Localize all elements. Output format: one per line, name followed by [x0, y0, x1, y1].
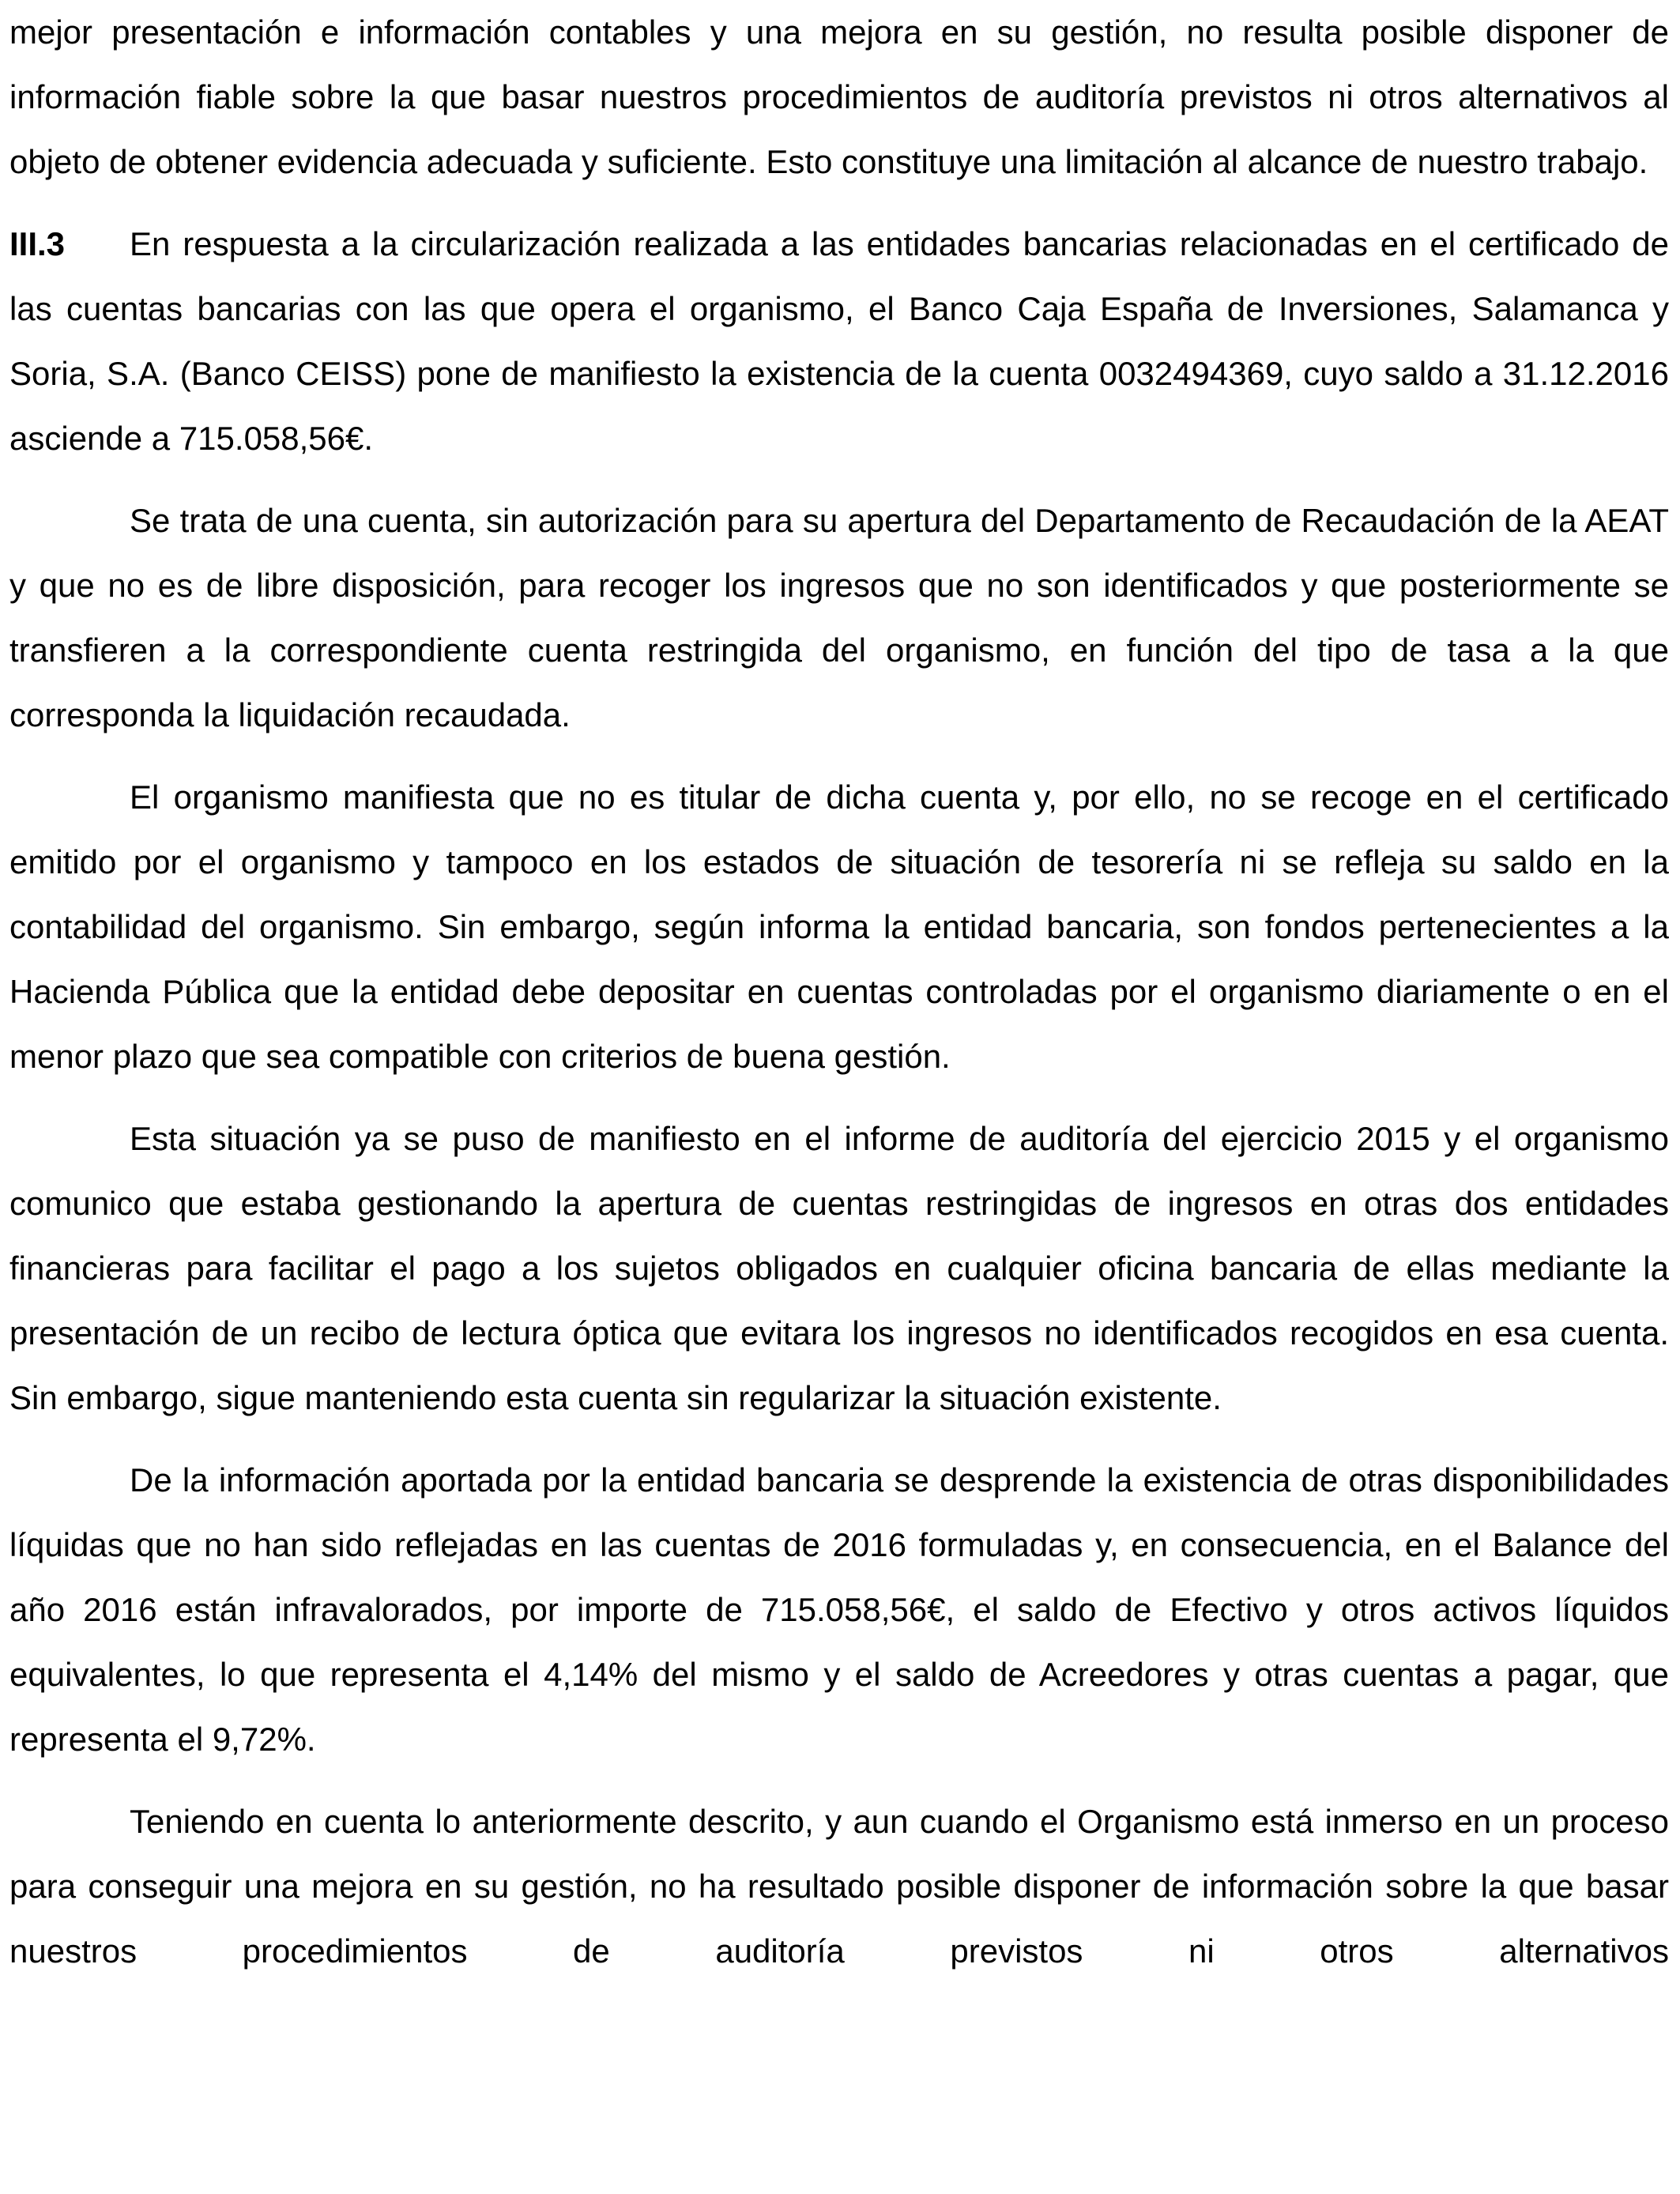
- paragraph-undervaluation: De la información aportada por la entidad bancaria se desprende la existencia de otras disponibilidades líquidas que no han sido reflejadas en las cuentas de 2016 formuladas y, en consecuencia, en el Balance del año 2016 están infravalorados, por importe de 715.058,56€, el saldo de Efectivo y otros activos líquidos equivalentes, lo que representa el 4,14% del mismo y el saldo de Acreedores y otras cuentas a pagar, que representa el 9,72%.: [9, 1461, 1669, 1758]
- paragraph-section-iii-3: [9, 212, 1669, 471]
- paragraph-conclusion: Teniendo en cuenta lo anteriormente descrito, y aun cuando el Organismo está inmerso en un proceso para conseguir una mejora en su gestión, no ha resultado posible disponer de información sobre la que basar nuestros procedimientos de auditoría previstos ni otros alternativos: [9, 1803, 1669, 1970]
- section-body: En respuesta a la circularización realizada a las entidades bancarias relacionadas en el certificado de las cuentas bancarias con las que opera el organismo, el Banco Caja España de Inversiones, Salamanca y Soria, S.A. (Banco CEISS) pone de manifiesto la existencia de la cuenta 0032494369, cuyo saldo a 31.12.2016 asciende a 715.058,56€.: [9, 225, 1669, 457]
- paragraph-continuation: mejor presentación e información contables y una mejora en su gestión, no resulta posible disponer de información fiable sobre la que basar nuestros procedimientos de auditoría previstos ni otros alternativos al objeto de obtener evidencia adecuada y suficiente. Esto constituye una limitación al alcance de nuestro trabajo.: [9, 13, 1669, 180]
- document-page: [9, 0, 1669, 1984]
- paragraph-organism-statement: El organismo manifiesta que no es titular de dicha cuenta y, por ello, no se recoge en el certificado emitido por el organismo y tampoco en los estados de situación de tesorería ni se refleja su saldo en la contabilidad del organismo. Sin embargo, según informa la entidad bancaria, son fondos pertenecientes a la Hacienda Pública que la entidad debe depositar en cuentas controladas por el organismo diariamente o en el menor plazo que sea compatible con criterios de buena gestión.: [9, 778, 1669, 1075]
- section-number: III.3: [9, 225, 66, 262]
- paragraph-account-description: Se trata de una cuenta, sin autorización para su apertura del Departamento de Recaudación de la AEAT y que no es de libre disposición, para recoger los ingresos que no son identificados y que posteriormente se transfieren a la correspondiente cuenta restringida del organismo, en función del tipo de tasa a la que corresponda la liquidación recaudada.: [9, 502, 1669, 733]
- paragraph-prior-audit: Esta situación ya se puso de manifiesto en el informe de auditoría del ejercicio 2015 y el organismo comunico que estaba gestionando la apertura de cuentas restringidas de ingresos en otras dos entidades financieras para facilitar el pago a los sujetos obligados en cualquier oficina bancaria de ellas mediante la presentación de un recibo de lectura óptica que evitara los ingresos no identificados recogidos en esa cuenta. Sin embargo, sigue manteniendo esta cuenta sin regularizar la situación existente.: [9, 1120, 1669, 1416]
